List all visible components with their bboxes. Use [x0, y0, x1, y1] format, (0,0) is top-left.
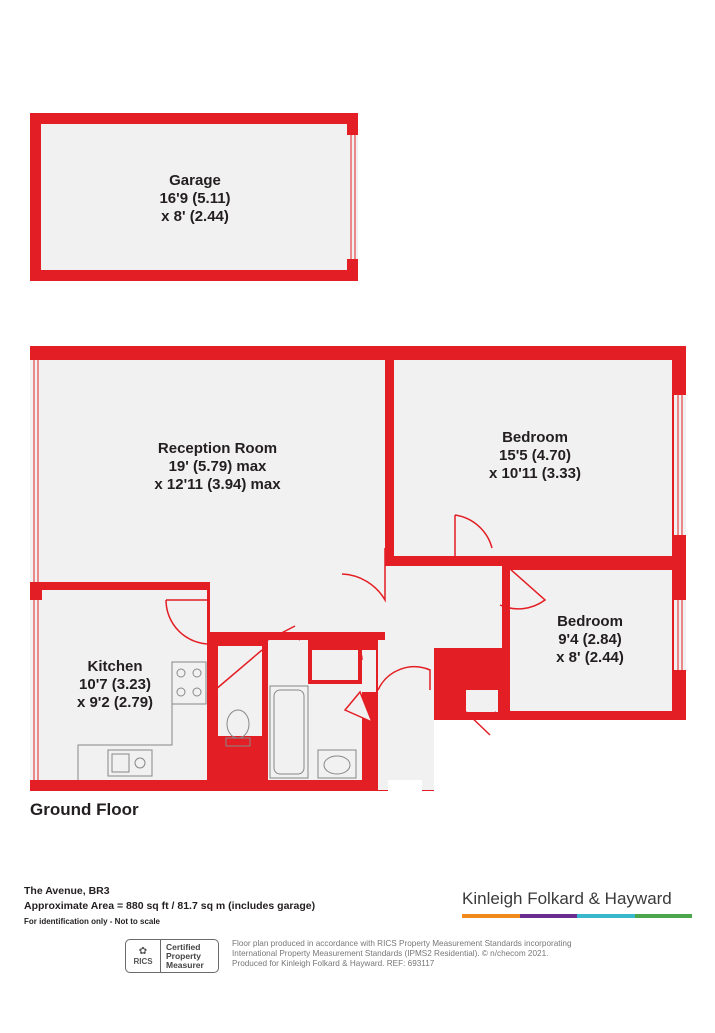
garage-dim1: 16'9 (5.11)	[159, 190, 231, 207]
bedroom-label	[440, 429, 630, 483]
rics-emblem-icon: ✿	[138, 946, 148, 957]
reception-room-label	[100, 440, 335, 494]
garage-label	[95, 172, 295, 226]
kitchen-label	[55, 658, 175, 712]
rics-cert-text	[161, 943, 204, 970]
reception-dim2: x 12'11 (3.94) max	[154, 476, 281, 493]
rics-logo	[126, 940, 161, 972]
address-block	[24, 884, 315, 929]
wc-floor	[218, 646, 262, 736]
bedroom-2-name: Bedroom	[557, 613, 623, 630]
identification-note: For identification only - Not to scale	[24, 917, 161, 926]
bedroom-dim2: x 10'11 (3.33)	[489, 465, 581, 482]
kitchen-dim1: 10'7 (3.23)	[79, 676, 151, 693]
address-line: The Avenue, BR3	[24, 885, 110, 897]
rics-badge	[125, 939, 219, 973]
brand-color-bar	[462, 914, 692, 918]
disclaimer-line3: Produced for Kinleigh Folkard & Hayward. REF: 693117	[232, 959, 435, 968]
disclaimer	[232, 939, 572, 969]
brand-bar-orange	[462, 914, 520, 918]
garage-name: Garage	[169, 172, 221, 189]
reception-name: Reception Room	[157, 440, 278, 457]
ground-floor-plan	[30, 346, 686, 791]
brand-bar-purple	[520, 914, 578, 918]
kitchen-name: Kitchen	[87, 658, 143, 675]
rics-logo-text: RICS	[133, 957, 153, 966]
reception-dim1: 19' (5.79) max	[168, 458, 267, 475]
bedroom-dim1: 15'5 (4.70)	[499, 447, 571, 464]
kitchen-dim2: x 9'2 (2.79)	[76, 694, 154, 711]
bedroom-2-dim2: x 8' (2.44)	[556, 649, 624, 666]
bedroom-name: Bedroom	[502, 429, 568, 446]
bedroom-2-dim1: 9'4 (2.84)	[558, 631, 622, 648]
garage-dim2: x 8' (2.44)	[161, 208, 229, 225]
area-line: Approximate Area = 880 sq ft / 81.7 sq m (includes garage)	[24, 900, 316, 912]
bedroom-2-label	[525, 613, 655, 667]
brand-name: Kinleigh Folkard & Hayward	[462, 889, 672, 908]
bathroom-floor	[268, 684, 362, 780]
brand-bar-cyan	[577, 914, 635, 918]
rics-cert-line3: Measurer	[166, 959, 204, 970]
floor-title: Ground Floor	[30, 800, 139, 819]
rics-cert-line2: Property	[166, 950, 201, 961]
disclaimer-line2: International Property Measurement Standards (IPMS2 Residential). © n/checom 2021.	[232, 949, 549, 958]
brand-logo	[462, 889, 692, 918]
brand-bar-green	[635, 914, 693, 918]
rics-cert-line1: Certified	[166, 941, 201, 952]
disclaimer-line1: Floor plan produced in accordance with RICS Property Measurement Standards incorporating	[232, 939, 572, 948]
